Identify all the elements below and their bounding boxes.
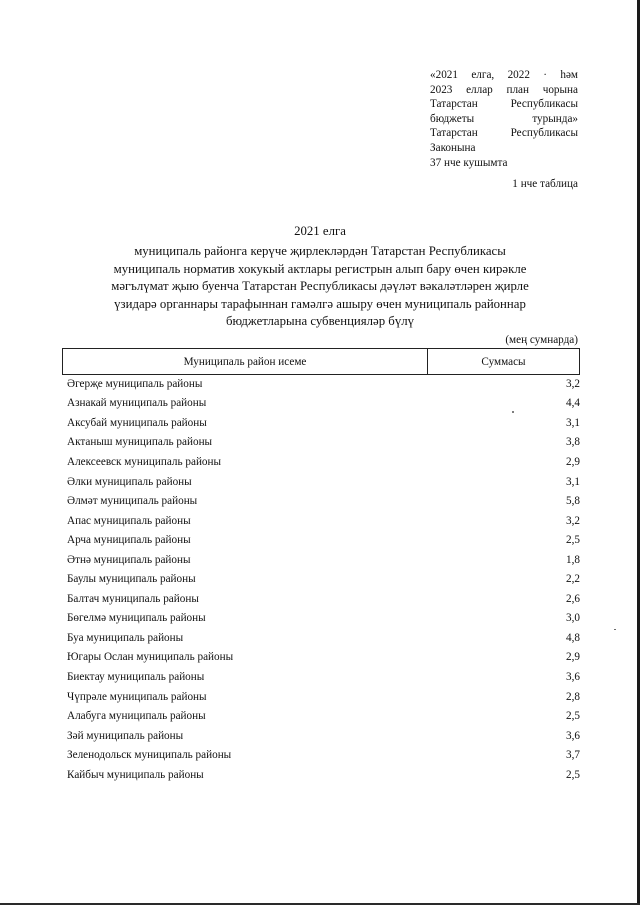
district-name: Биектау муниципаль районы: [67, 670, 205, 683]
amount-value: 3,2: [566, 377, 580, 390]
table-row: [67, 726, 581, 746]
ref-line: Законына: [430, 141, 476, 154]
amount-value: 3,7: [566, 749, 580, 762]
district-name: Буа муниципаль районы: [67, 631, 184, 644]
table-row: [67, 452, 581, 472]
title-line: муниципаль районга керүче җирлекләрдән Татарстан Республикасы: [134, 244, 506, 258]
ref-line: Татарстан Республикасы: [430, 98, 578, 111]
document-title: [40, 223, 600, 331]
district-name: Баулы муниципаль районы: [67, 573, 196, 586]
amount-value: 4,8: [566, 631, 580, 644]
law-reference-block: [430, 68, 578, 170]
table-row: [67, 745, 581, 765]
amount-value: 3,1: [566, 475, 580, 488]
table-row: [67, 765, 581, 785]
table-row: [67, 491, 581, 511]
title-line: муниципаль норматив хокукый актлары регистрын алып бару өчен кирәкле: [113, 261, 527, 276]
table-row: [67, 550, 581, 570]
title-line: мәгълүмат җыю буенча Татарстан Республикасы дәүләт вәкаләтләрен җирле: [111, 279, 529, 293]
district-name: Арча муниципаль районы: [67, 534, 191, 547]
table-number: 1 нче таблица: [512, 178, 578, 190]
amount-value: 3,1: [566, 416, 580, 429]
amount-value: 3,0: [566, 612, 580, 625]
table-row: [67, 511, 581, 531]
table-row: [67, 589, 581, 609]
title-line: үзидарә органнары тарафыннан гамәлгә ашыру өчен муниципаль районнар: [114, 296, 526, 311]
title-line: бюджетларына субвенцияләр бүлү: [225, 314, 415, 328]
ref-line: бюджеты турында»: [430, 112, 578, 125]
amount-value: 5,8: [566, 495, 580, 508]
units-note: (мең сумнарда): [505, 334, 578, 346]
table-row: [67, 433, 581, 453]
district-name: Әлмәт муниципаль районы: [67, 495, 198, 508]
ref-line: «2021 елга, 2022 · һәм: [430, 69, 578, 81]
subvention-table-body: [67, 374, 581, 784]
table-row: [67, 687, 581, 707]
amount-value: 2,6: [566, 592, 580, 605]
amount-value: 3,6: [566, 670, 580, 683]
district-name: Әгерҗе муниципаль районы: [67, 377, 203, 390]
district-name: Зеленодольск муниципаль районы: [67, 749, 232, 762]
table-row: [67, 530, 581, 550]
district-name: Алексеевск муниципаль районы: [67, 455, 222, 468]
table-row: [67, 706, 581, 726]
district-name: Аксубай муниципаль районы: [67, 416, 207, 429]
district-name: Кайбыч муниципаль районы: [67, 768, 204, 781]
district-name: Зәй муниципаль районы: [67, 729, 184, 742]
table-row: [67, 413, 581, 433]
ref-line: Татарстан Республикасы: [430, 127, 578, 140]
table-row: [67, 667, 581, 687]
district-name: Актаныш муниципаль районы: [67, 436, 213, 449]
table-row: [67, 609, 581, 629]
district-name: Әтнә муниципаль районы: [67, 553, 191, 566]
district-name: Югары Ослан муниципаль районы: [67, 651, 234, 664]
table-row: [67, 628, 581, 648]
table-row: [67, 394, 581, 414]
table-row: [67, 374, 581, 394]
scan-speck: [614, 629, 616, 630]
district-name: Апас муниципаль районы: [67, 514, 191, 527]
table-row: [67, 648, 581, 668]
amount-value: 2,2: [566, 573, 580, 586]
amount-value: 3,2: [566, 514, 580, 527]
title-year: 2021 елга: [294, 224, 346, 238]
table-header: [62, 348, 580, 375]
district-name: Чүпрәле муниципаль районы: [67, 690, 207, 703]
district-name: Алабуга муниципаль районы: [67, 710, 206, 723]
column-header-name: Муниципаль район исеме: [63, 349, 428, 374]
district-name: Балтач муниципаль районы: [67, 592, 199, 605]
amount-value: 4,4: [566, 397, 580, 410]
table-row: [67, 569, 581, 589]
district-name: Азнакай муниципаль районы: [67, 397, 207, 410]
table-row: [67, 472, 581, 492]
amount-value: 2,8: [566, 690, 580, 703]
column-header-amount: Суммасы: [481, 355, 526, 368]
amount-value: 3,8: [566, 436, 580, 449]
amount-value: 2,9: [566, 455, 580, 468]
amount-value: 2,5: [566, 534, 580, 547]
amount-value: 2,9: [566, 651, 580, 664]
ref-line: 37 нче кушымта: [430, 156, 508, 169]
amount-value: 1,8: [566, 553, 580, 566]
amount-value: 3,6: [566, 729, 580, 742]
district-name: Әлки муниципаль районы: [67, 475, 192, 488]
amount-value: 2,5: [566, 710, 580, 723]
ref-line: 2023 еллар план чорына: [430, 83, 578, 96]
district-name: Бөгелмә муниципаль районы: [67, 612, 206, 625]
amount-value: 2,5: [566, 768, 580, 781]
